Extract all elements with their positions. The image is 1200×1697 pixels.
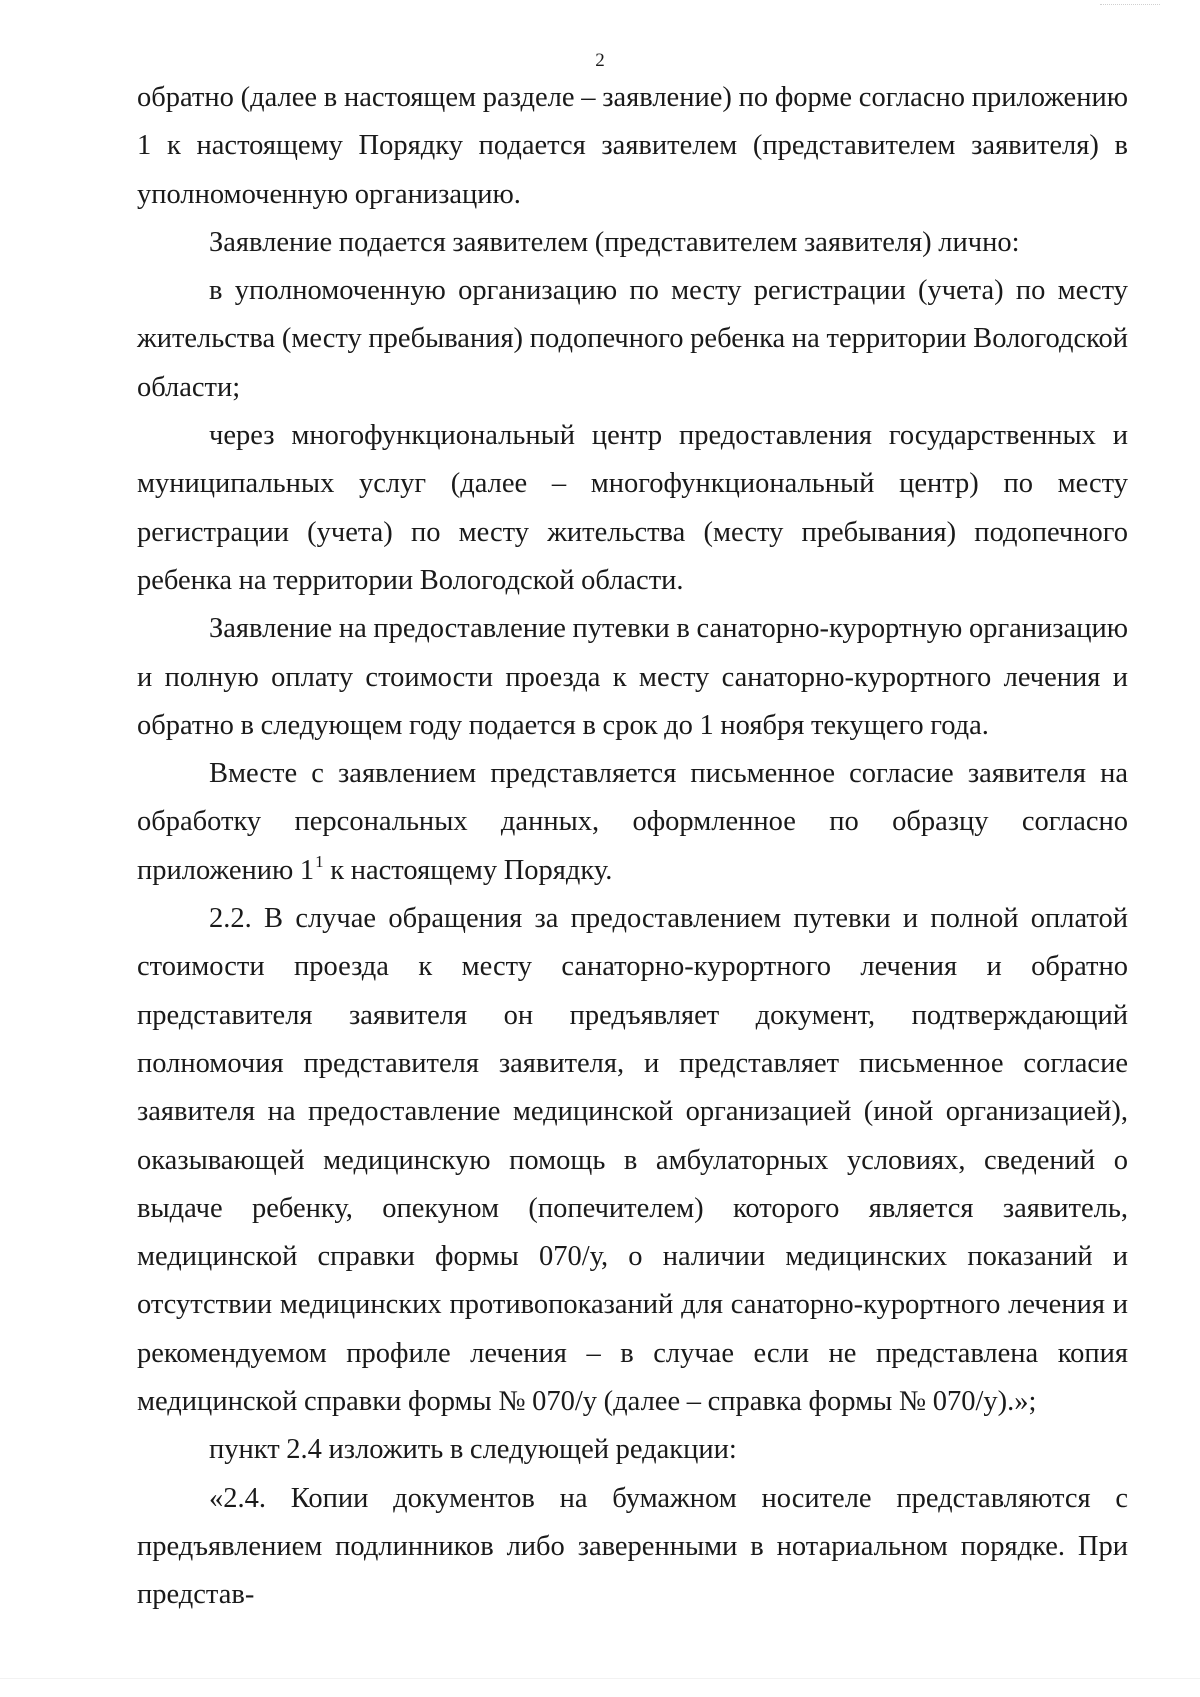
- consent-text-end: к настоящему Порядку.: [323, 854, 613, 886]
- paragraph-deadline: Заявление на предоставление путевки в санаторно-курортную организацию и полную оплату стоимости проезда к месту санаторно-курортного лечения и обратно в следующем году подается в срок до 1 ноября текущего года.: [137, 613, 1128, 741]
- paragraph-filing-method: Заявление подается заявителем (представителем заявителя) лично:: [209, 226, 1020, 258]
- paragraph-continuation: обратно (далее в настоящем разделе – заявление) по форме согласно приложению 1 к настоящему Порядку подается заявителем (представителем заявителя) в уполномоченную организацию.: [137, 82, 1128, 210]
- scan-corner-mark: [1100, 0, 1160, 5]
- paragraph-amendment-intro: пункт 2.4 изложить в следующей редакции:: [209, 1434, 737, 1466]
- document-body: [137, 74, 1128, 1620]
- consent-text: Вместе с заявлением представляется письменное согласие заявителя на обработку персональных данных, оформленное по образцу согласно приложению 1: [137, 758, 1128, 886]
- paragraph-authorized-org: в уполномоченную организацию по месту регистрации (учета) по месту жительства (месту пребывания) подопечного ребенка на территории Вологодской области;: [137, 275, 1128, 403]
- paragraph-mfc: через многофункциональный центр предоставления государственных и муниципальных услуг (далее – многофункциональный центр) по месту регистрации (учета) по месту жительства (месту пребывания) подопечного ребенка на территории Вологодской области.: [137, 420, 1128, 596]
- page-number: 2: [595, 50, 605, 71]
- paragraph-consent: [137, 750, 1128, 895]
- scan-edge-line: [0, 1678, 1200, 1679]
- paragraph-2-4: «2.4. Копии документов на бумажном носителе представляются с предъявлением подлинников либо заверенными в нотариальном порядке. При представ-: [137, 1482, 1128, 1611]
- appendix-superscript: 1: [315, 851, 324, 871]
- paragraph-2-2: 2.2. В случае обращения за предоставлением путевки и полной оплатой стоимости проезда к месту санаторно-курортного лечения и обратно представителя заявителя он предъявляет документ, подтверждающий полномочия представителя заявителя, и представляет письменное согласие заявителя на предоставление медицинской организацией (иной организацией), оказывающей медицинскую помощь в амбулаторных условиях, сведений о выдаче ребенку, опекуном (попечителем) которого является заявитель, медицинской справки формы 070/у, о наличии медицинских показаний и отсутствии медицинских противопоказаний для санаторно-курортного лечения и рекомендуемом профиле лечения – в случае если не представлена копия медицинской справки формы № 070/у (далее – справка формы № 070/у).»;: [137, 903, 1128, 1418]
